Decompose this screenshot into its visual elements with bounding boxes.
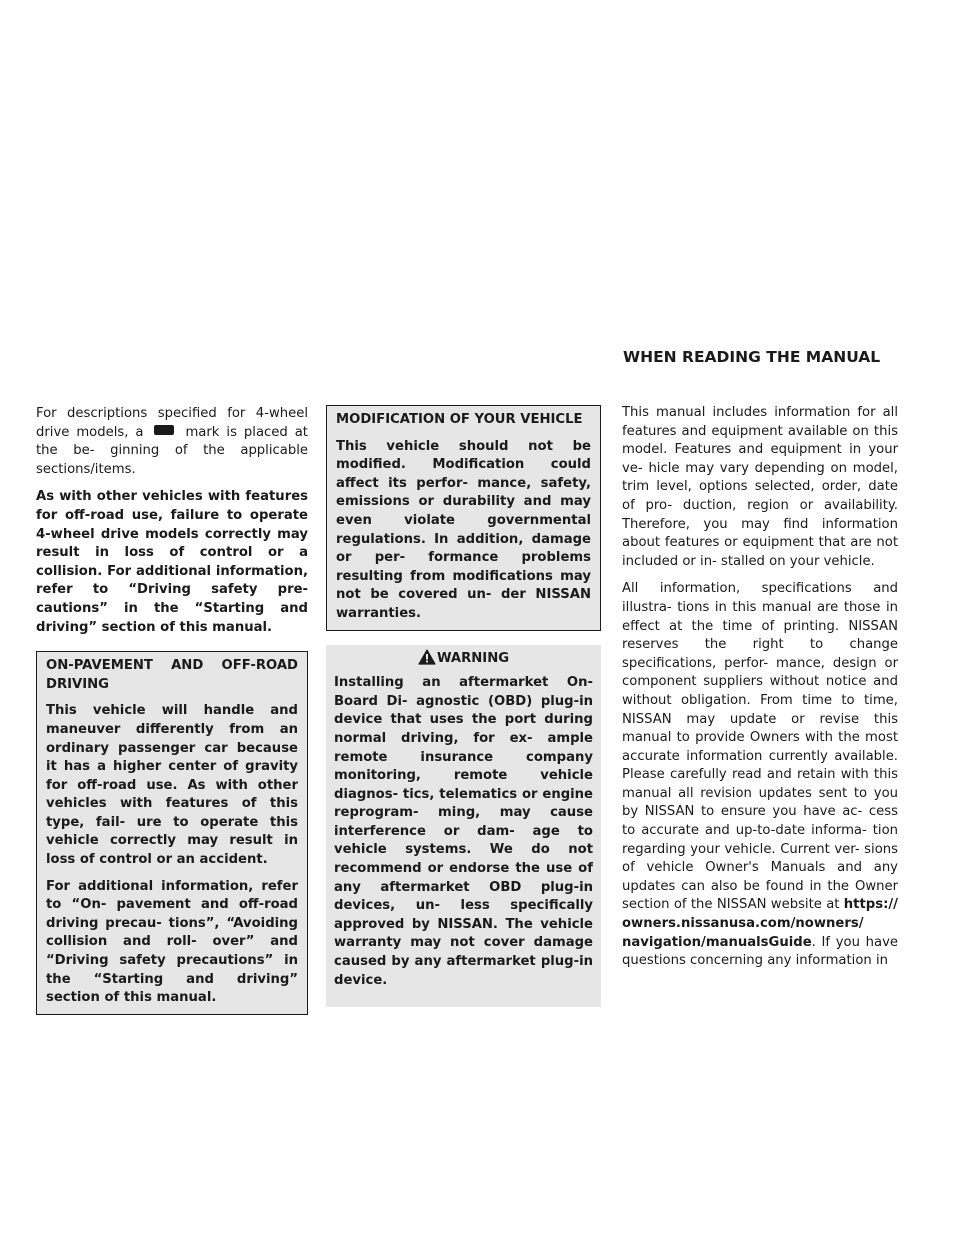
box-paragraph: For additional information, refer to “On- pavement and off-road driving precau- tions”, “Avoiding collision and roll- over” and “Driving safety precautions” in the “Starting and driving” section of this manual.	[46, 878, 298, 1006]
middle-column	[326, 405, 601, 1007]
warning-label: WARNING	[436, 650, 510, 666]
box-title: MODIFICATION OF YOUR VEHICLE	[336, 412, 583, 427]
on-pavement-caution-box	[36, 651, 308, 1015]
warning-header	[334, 649, 593, 669]
obd-warning-box	[326, 645, 601, 1008]
box-title: ON-PAVEMENT AND OFF-ROAD DRIVING	[46, 658, 298, 692]
box-paragraph: This vehicle should not be modified. Modification could affect its perfor- mance, safety, emissions or durability and may even violate governmental regulations. In addition, damage or per- formance problems resulting from modifications may not be covered un- der NISSAN warranties.	[336, 438, 591, 621]
modification-caution-box	[326, 405, 601, 631]
offroad-caution-paragraph: As with other vehicles with features for off-road use, failure to operate 4-wheel drive models correctly may result in loss of control or a collision. For additional information, refer to “Driving safety pre- cautions” in the “Starting and driving” section of this manual.	[36, 489, 308, 635]
warning-text: Installing an aftermarket On-Board Di- agnostic (OBD) plug-in device that uses the port during normal driving, for ex- ample remote insurance company monitoring, remote vehicle diagnos- tics, telematics or engine reprogram- ming, may cause interference or dam- age to vehicle systems. We do not recommend or endorse the use of any aftermarket OBD plug-in devices, un- less specifically approved by NISSAN. The vehicle warranty may not cover damage caused by any aftermarket plug-in device.	[334, 675, 593, 988]
warning-triangle-icon	[418, 649, 436, 665]
manual-scope-paragraph: This manual includes information for all features and equipment available on this model. Features and equipment in your ve- hicle may vary depending on model, trim level, options selected, order, date of pro- duction, region or availability. Therefore, you may find information about features or equipment that are not included or in- stalled on your vehicle.	[622, 405, 898, 569]
4wd-intro-paragraph: For descriptions specified for 4-wheel drive models, a mark is placed at the be- ginning of the applicable sections/items.	[36, 406, 308, 477]
section-heading: WHEN READING THE MANUAL	[623, 348, 881, 366]
left-column	[36, 405, 308, 1015]
manual-updates-paragraph: All information, specifications and illustra- tions in this manual are those in effect at the time of printing. NISSAN reserves the right to change specifications, perfor- mance, design or component suppliers without notice and without obligation. From time to time, NISSAN may update or revise this manual to provide Owners with the most accurate information currently available. Please carefully read and retain with this manual all revision updates sent to you by NISSAN to ensure you have ac- cess to accurate and up-to-date informa- tion regarding your vehicle. Current ver- sions of vehicle Owner's Manuals and any updates can also be found in the Owner section of the NISSAN website at https:// owners.nissanusa.com/nowners/ navigation/manualsGuide. If you have questions concerning any information in	[622, 581, 898, 969]
right-column	[622, 404, 898, 980]
box-paragraph: This vehicle will handle and maneuver differently from an ordinary passenger car because it has a higher center of gravity for off-road use. As with other vehicles with features of this type, fail- ure to operate this vehicle correctly may result in loss of control or an accident.	[46, 703, 298, 868]
4x4-mark-icon	[154, 425, 174, 435]
owners-website-link[interactable]: https:// owners.nissanusa.com/nowners/ navigation/manualsGuide	[622, 897, 898, 950]
